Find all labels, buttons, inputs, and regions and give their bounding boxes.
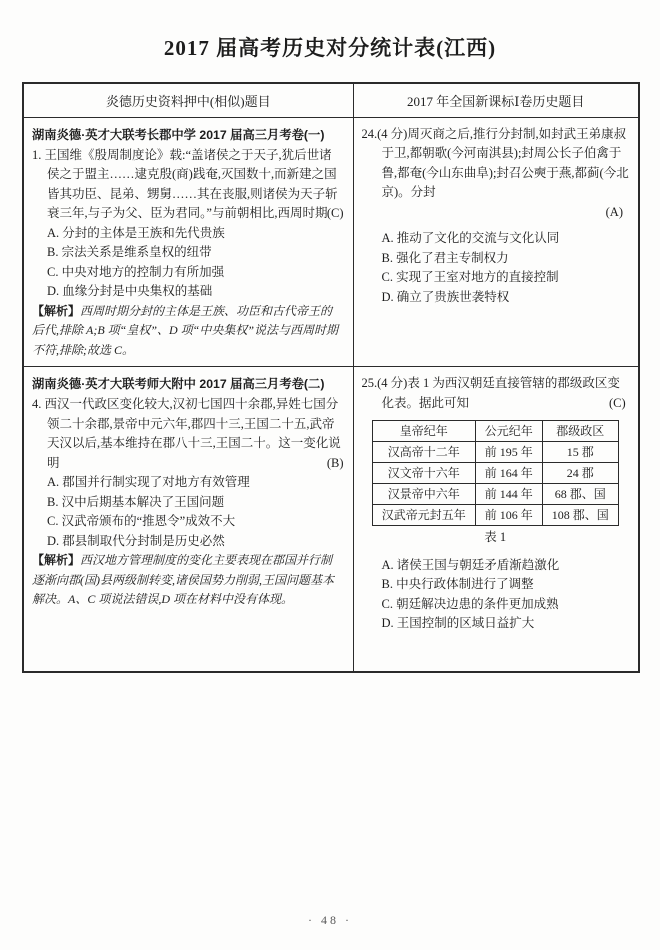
inner-table-cell: 汉武帝元封五年 (372, 505, 475, 526)
question-text (32, 146, 344, 224)
option-item: A. 分封的主体是王族和先代贵族 (47, 225, 225, 240)
question-block-right-1 (353, 117, 639, 367)
inner-table-row (372, 442, 618, 463)
comparison-table (22, 82, 640, 673)
page-title: 2017 届高考历史对分统计表(江西) (163, 36, 497, 60)
option-item: D. 郡县制取代分封制是历史必然 (47, 533, 225, 548)
option-item: C. 实现了王室对地方的直接控制 (381, 270, 559, 284)
options-list (362, 556, 630, 634)
inner-table-cell: 汉景帝中六年 (372, 484, 475, 505)
question-block-left-1 (23, 117, 353, 367)
inner-table-cell: 15 郡 (542, 442, 618, 463)
column-header-right: 2017 年全国新课标Ⅰ卷历史题目 (353, 83, 639, 117)
table-caption: 表 1 (484, 530, 507, 544)
analysis-label: 【解析】 (32, 303, 81, 318)
inner-table-row (372, 505, 618, 526)
analysis-text: 西汉地方管理制度的变化主要表现在郡国并行制逐渐向郡(国)县两级制转变,诸侯国势力削弱,王国问题基本解决。A、C 项说法错误,D 项在材料中没有体现。 (32, 553, 334, 606)
inner-table-header-cell: 公元纪年 (475, 421, 542, 442)
inner-table-cell: 前 144 年 (475, 484, 542, 505)
answer-letter: (A) (605, 204, 623, 219)
inner-table-cell: 前 164 年 (475, 463, 542, 484)
question-body: 25.(4 分)表 1 为西汉朝廷直接管辖的郡级政区变化表。据此可知 (361, 376, 620, 410)
inner-table-cell: 108 郡、国 (542, 505, 618, 526)
question-text (362, 125, 630, 203)
inner-table-header-cell: 郡级政区 (542, 421, 618, 442)
question-body: 4. 西汉一代政区变化较大,汉初七国四十余郡,异姓七国分领二十余郡,景帝中元六年,郡四十三,王国二十五,武帝天汉以后,基本维持在郡八十三,王国二十。这一变化说明 (32, 397, 341, 470)
answer-letter: (B) (326, 455, 344, 470)
option-item: C. 朝廷解决边患的条件更加成熟 (381, 596, 559, 611)
option-item: C. 中央对地方的控制力有所加强 (47, 264, 225, 279)
source-title: 湖南炎德·英才大联考长郡中学 2017 届高三月考卷(一) (32, 127, 325, 142)
question-text (32, 395, 344, 473)
inner-table-row (372, 463, 618, 484)
inner-table-cell: 前 106 年 (475, 505, 542, 526)
option-item: A. 推动了文化的交流与文化认同 (381, 231, 560, 245)
analysis-text: 西周时期分封的主体是王族、功臣和古代帝王的后代,排除 A;B 项“皇权”、D 项“中央集权”说法与西周时期不符,排除;故选 C。 (32, 303, 339, 357)
options-list (32, 224, 344, 302)
inner-table-cell: 24 郡 (542, 463, 618, 484)
page-number: · 48 · (308, 913, 352, 927)
inner-table-row (372, 484, 618, 505)
option-item: D. 确立了贵族世袭特权 (381, 289, 510, 304)
question-block-left-2 (23, 367, 353, 672)
column-header-left: 炎德历史资料押中(相似)题目 (23, 83, 353, 117)
question-text: 25.(4 分)表 1 为西汉朝廷直接管辖的郡级政区变化表。据此可知 (C) (361, 376, 626, 410)
options-list (362, 229, 630, 307)
inner-table-cell: 汉高帝十二年 (372, 442, 475, 463)
table-row (23, 367, 639, 672)
inner-data-table (372, 420, 619, 526)
inner-table-cell: 前 195 年 (475, 442, 542, 463)
inner-table-header-cell: 皇帝纪年 (372, 421, 475, 442)
answer-letter: (C) (326, 206, 344, 220)
option-item: A. 诸侯王国与朝廷矛盾渐趋激化 (381, 557, 560, 572)
option-item: D. 血缘分封是中央集权的基础 (47, 284, 213, 298)
option-item: B. 汉中后期基本解决了王国问题 (47, 494, 225, 509)
question-block-right-2 (353, 367, 639, 672)
option-item: C. 汉武帝颁布的“推恩令”成效不大 (47, 514, 236, 528)
option-item: D. 王国控制的区域日益扩大 (381, 616, 535, 630)
inner-table-cell: 汉文帝十六年 (372, 463, 475, 484)
table-row (23, 117, 639, 367)
header-row (23, 83, 639, 117)
analysis-label: 【解析】 (32, 553, 81, 567)
analysis (32, 302, 344, 361)
analysis (32, 551, 344, 610)
option-item: B. 强化了君主专制权力 (381, 250, 509, 265)
inner-table-cell: 68 郡、国 (542, 484, 618, 505)
question-body: 24.(4 分)周灭商之后,推行分封制,如封武王弟康叔于卫,都朝歌(今河南淇县);封周公长子伯禽于鲁,都奄(今山东曲阜);封召公奭于燕,都蓟(今北京)。分封 (361, 126, 629, 199)
option-item: A. 郡国并行制实现了对地方有效管理 (47, 475, 250, 489)
source-title: 湖南炎德·英才大联考师大附中 2017 届高三月考卷(二) (32, 377, 325, 391)
options-list (32, 473, 344, 551)
question-body: 1. 王国维《殷周制度论》载:“盖诸侯之于天子,犹后世诸侯之于盟主……逮克殷(商)践奄,灭国数十,而新建之国皆其功臣、昆弟、甥舅……其在丧服,则诸侯为天子斩衰三年,与子为父、臣为君同。”与前朝相比,西周时期 (32, 147, 338, 220)
option-item: B. 中央行政体制进行了调整 (381, 577, 534, 591)
option-item: B. 宗法关系是维系皇权的纽带 (47, 245, 212, 259)
inner-table-header-row (372, 421, 618, 442)
